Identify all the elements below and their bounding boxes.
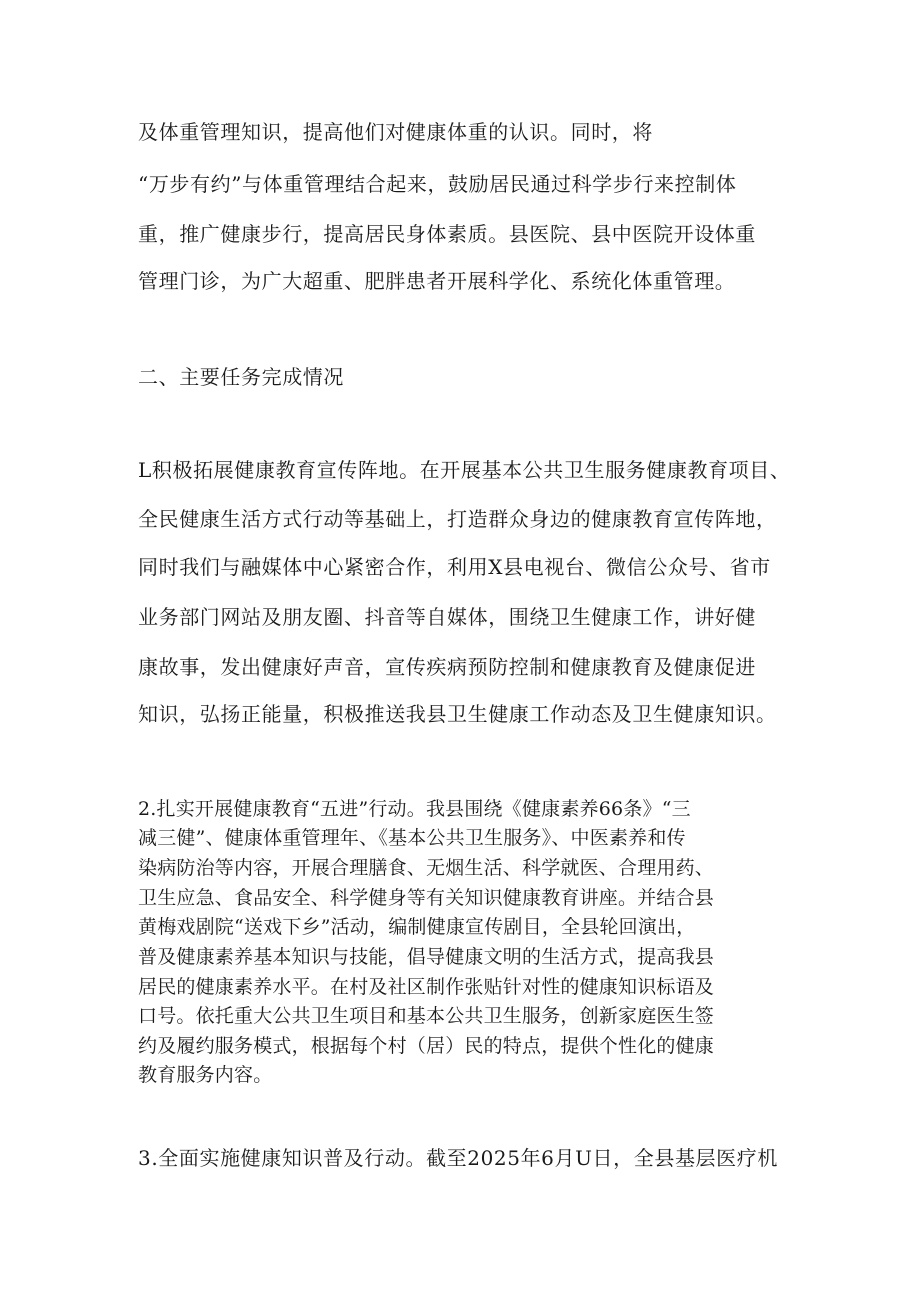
section-heading: 二、主要任务完成情况 [138, 365, 344, 389]
paragraph-line: L积极拓展健康教育宣传阵地。在开展基本公共卫生服务健康教育项目、 [138, 458, 791, 482]
paragraph-line: 同时我们与融媒体中心紧密合作，利用X县电视台、微信公众号、省市 [138, 555, 771, 579]
paragraph-line: 教育服务内容。 [138, 1064, 273, 1086]
paragraph-line: 约及履约服务模式，根据每个村（居）民的特点，提供个性化的健康 [138, 1035, 715, 1057]
paragraph-line: 卫生应急、食品安全、科学健身等有关知识健康教育讲座。并结合县 [138, 887, 715, 909]
paragraph-line: “万步有约”与体重管理结合起来，鼓励居民通过科学步行来控制体 [138, 172, 737, 196]
paragraph-line: 重，推广健康步行，提高居民身体素质。县医院、县中医院开设体重 [138, 222, 756, 246]
paragraph-line: 管理门诊，为广大超重、肥胖患者开展科学化、系统化体重管理。 [138, 269, 736, 293]
paragraph-line: 及体重管理知识，提高他们对健康体重的认识。同时，将 [138, 120, 653, 144]
paragraph-line: 普及健康素养基本知识与技能，倡导健康文明的生活方式，提高我县 [138, 946, 715, 968]
paragraph-line: 2.扎实开展健康教育“五进”行动。我县围绕《健康素养66条》“三 [138, 798, 691, 820]
paragraph-line: 减三健”、健康体重管理年、《基本公共卫生服务》、中医素养和传 [138, 827, 686, 849]
paragraph-line: 黄梅戏剧院“送戏下乡”活动，编制健康宣传剧目，全县轮回演出， [138, 916, 696, 938]
paragraph-line: 居民的健康素养水平。在村及社区制作张贴针对性的健康知识标语及 [138, 976, 715, 998]
paragraph-line: 染病防治等内容，开展合理膳食、无烟生活、科学就医、合理用药、 [138, 857, 715, 879]
paragraph-line: 3.全面实施健康知识普及行动。截至2025年6月U日，全县基层医疗机 [138, 1146, 778, 1170]
paragraph-line: 业务部门网站及朋友圈、抖音等自媒体，围绕卫生健康工作，讲好健 [138, 605, 756, 629]
paragraph-line: 口号。依托重大公共卫生项目和基本公共卫生服务，创新家庭医生签 [138, 1005, 715, 1027]
paragraph-line: 知识，弘扬正能量，积极推送我县卫生健康工作动态及卫生健康知识。 [138, 702, 777, 726]
paragraph-line: 全民健康生活方式行动等基础上，打造群众身边的健康教育宣传阵地， [138, 507, 777, 531]
paragraph-line: 康故事，发出健康好声音，宣传疾病预防控制和健康教育及健康促进 [138, 655, 756, 679]
